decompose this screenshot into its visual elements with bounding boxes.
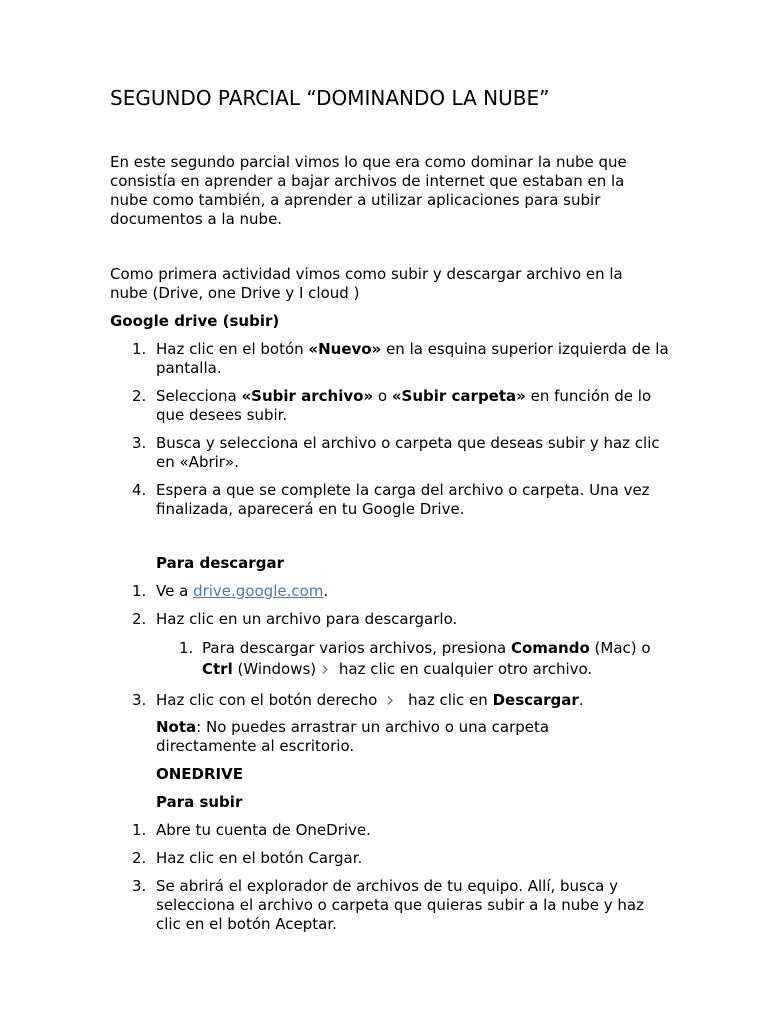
step-text: Para descargar varios archivos, presiona — [202, 639, 511, 657]
list-item — [110, 849, 670, 868]
list-item — [110, 340, 670, 378]
google-upload-steps — [110, 340, 670, 519]
step-bold: «Subir carpeta» — [391, 387, 526, 405]
intro-paragraph: En este segundo parcial vimos lo que era como dominar la nube que consistía en aprender a bajar archivos de internet que estaban en la nube como también, a aprender a utilizar aplicaciones para subir documentos a la nube. — [110, 153, 627, 228]
list-item — [110, 691, 670, 710]
list-number: 3. — [132, 434, 147, 452]
list-item — [110, 434, 670, 472]
google-upload-heading: Google drive (subir) — [110, 312, 280, 330]
activity-paragraph: Como primera actividad vimos como subir y descargar archivo en la nube (Drive, one Drive y I cloud ) — [110, 265, 623, 302]
chevron-right-icon — [316, 659, 334, 680]
onedrive-heading: ONEDRIVE — [156, 765, 243, 783]
list-number: 1. — [179, 639, 194, 657]
note-label: Nota — [156, 718, 197, 736]
list-item — [110, 481, 670, 519]
chevron-right-icon — [377, 691, 403, 710]
step-text: haz clic en — [403, 691, 493, 709]
step-text: o — [373, 387, 392, 405]
step-text: Haz clic en el botón Cargar. — [156, 849, 363, 867]
note-text: : No puedes arrastrar un archivo o una carpeta directamente al escritorio. — [156, 718, 550, 755]
step-text: Ve a — [156, 582, 194, 600]
list-number: 2. — [132, 387, 147, 405]
onedrive-steps — [110, 821, 670, 934]
list-number: 1. — [132, 340, 147, 358]
list-item — [110, 387, 670, 425]
list-number: 3. — [132, 877, 147, 895]
step-text: . — [323, 582, 329, 600]
list-number: 2. — [132, 610, 147, 628]
step-text: en función de lo que desees subir. — [156, 387, 652, 424]
list-number: 4. — [132, 481, 147, 499]
step-bold: Comando — [510, 639, 590, 657]
list-item — [110, 610, 670, 629]
step-text: haz clic en cualquier otro archivo. — [334, 660, 593, 678]
step-bold: «Nuevo» — [308, 340, 382, 358]
document-title: SEGUNDO PARCIAL “DOMINANDO LA NUBE” — [110, 86, 550, 110]
list-item — [110, 582, 670, 601]
step-text: (Windows) — [232, 660, 317, 678]
list-item — [110, 821, 670, 840]
step-text: Selecciona — [156, 387, 242, 405]
step-text: Haz clic en un archivo para descargarlo. — [156, 610, 458, 628]
drive-link[interactable]: drive.google.com — [193, 582, 324, 600]
note-paragraph — [156, 718, 636, 756]
step-text: . — [578, 691, 584, 709]
step-text: Se abrirá el explorador de archivos de tu equipo. Allí, busca y selecciona el archivo o carpeta que quieras subir a la nube y haz clic en el botón Aceptar. — [156, 877, 644, 933]
step-text: Haz clic con el botón derecho — [156, 691, 378, 709]
step-text: en la esquina superior izquierda de la pantalla. — [156, 340, 669, 377]
list-item — [110, 638, 670, 680]
step-text: Abre tu cuenta de OneDrive. — [156, 821, 371, 839]
step-bold: Ctrl — [202, 660, 233, 678]
list-number: 3. — [132, 691, 147, 709]
step-text: (Mac) o — [589, 639, 651, 657]
step-bold: Descargar — [492, 691, 579, 709]
list-number: 1. — [132, 821, 147, 839]
step-text: Haz clic en el botón — [156, 340, 309, 358]
google-download-steps — [110, 582, 670, 710]
step-text: Busca y selecciona el archivo o carpeta que deseas subir y haz clic en «Abrir». — [156, 434, 660, 471]
onedrive-subheading: Para subir — [156, 793, 243, 811]
list-item — [110, 877, 670, 934]
google-download-heading: Para descargar — [156, 554, 284, 572]
list-number: 2. — [132, 849, 147, 867]
list-number: 1. — [132, 582, 147, 600]
step-text: Espera a que se complete la carga del archivo o carpeta. Una vez finalizada, aparecerá en tu Google Drive. — [156, 481, 650, 518]
step-bold: «Subir archivo» — [241, 387, 374, 405]
